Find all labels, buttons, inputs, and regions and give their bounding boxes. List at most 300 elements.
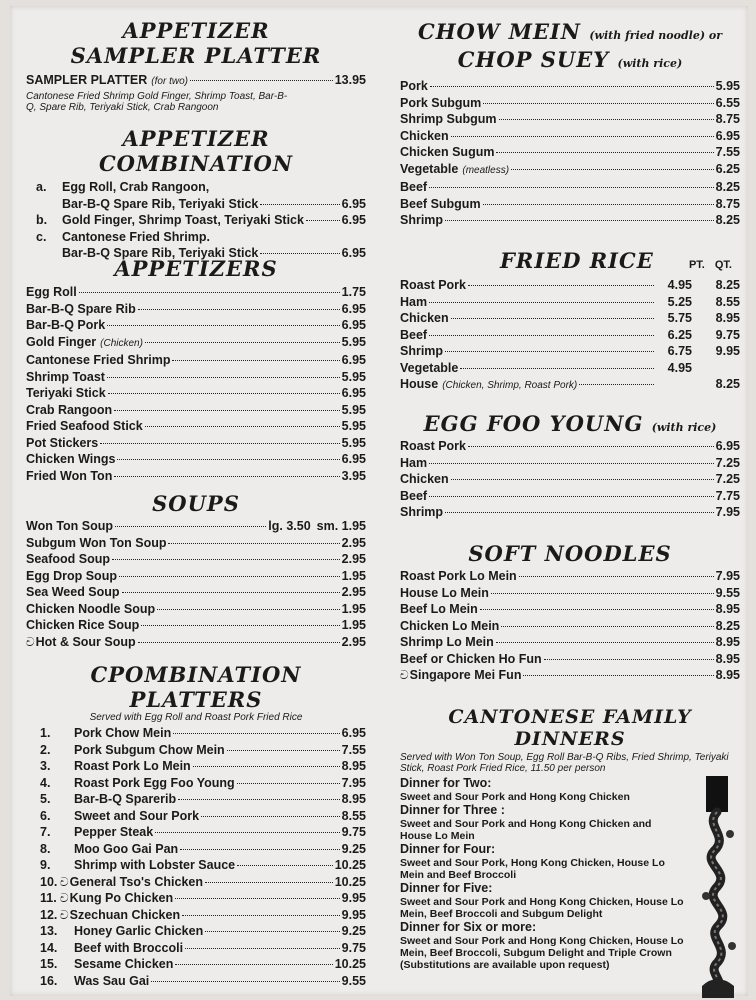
menu-item-row bbox=[26, 617, 366, 634]
item-name: Bar-B-Q Pork bbox=[26, 318, 106, 332]
item-price: sm. 1.95 bbox=[316, 519, 366, 533]
title-note: (with rice) bbox=[651, 421, 717, 434]
item-price: 8.25 bbox=[715, 618, 740, 633]
item-name: Honey Garlic Chicken bbox=[74, 924, 204, 938]
leader-dots bbox=[108, 393, 340, 394]
item-price: 7.25 bbox=[715, 455, 740, 470]
leader-dots bbox=[468, 446, 714, 447]
combo-line1 bbox=[26, 229, 366, 246]
item-name: Chicken Wings bbox=[26, 452, 116, 466]
leader-dots bbox=[114, 476, 339, 477]
item-price: 7.75 bbox=[715, 488, 740, 503]
item-price: 6.95 bbox=[341, 386, 366, 400]
chow-mein-title bbox=[400, 20, 740, 76]
item-name: Pork Chow Mein bbox=[74, 726, 172, 740]
price-pint: 6.25 bbox=[667, 327, 692, 342]
leader-dots bbox=[480, 609, 714, 610]
item-name: Beef bbox=[400, 488, 428, 503]
fried-rice-row bbox=[400, 310, 740, 327]
menu-item-row bbox=[400, 601, 740, 618]
item-number: 13. bbox=[40, 924, 58, 938]
item-name: Pork Subgum bbox=[400, 95, 482, 110]
item-number: 8. bbox=[40, 841, 51, 856]
item-price: 8.95 bbox=[341, 759, 366, 773]
item-price: 6.95 bbox=[341, 246, 366, 260]
item-name: Chicken bbox=[400, 128, 449, 143]
sampler-section bbox=[26, 18, 366, 115]
platters-subtitle: Served with Egg Roll and Roast Pork Fried Rice bbox=[89, 712, 303, 723]
dinner-heading: Dinner for Four: bbox=[400, 842, 496, 856]
item-name: Chicken Noodle Soup bbox=[26, 601, 156, 616]
leader-dots bbox=[168, 543, 339, 544]
egg-foo-young-title bbox=[400, 411, 740, 436]
platter-row bbox=[26, 791, 366, 808]
item-name: Roast Pork bbox=[400, 439, 466, 453]
leader-dots bbox=[193, 766, 340, 767]
item-price: 8.25 bbox=[715, 180, 740, 194]
item-name: Vegetable bbox=[400, 360, 459, 375]
item-name: Sesame Chicken bbox=[74, 957, 174, 971]
item-name: Hot & Sour Soup bbox=[35, 634, 136, 649]
platters-title: CPOMBINATION PLATTERS bbox=[90, 662, 302, 712]
price-quart: 8.55 bbox=[715, 294, 740, 309]
item-price: 2.95 bbox=[341, 634, 366, 649]
dinner-heading: Dinner for Three : bbox=[400, 803, 505, 817]
fried-rice-title: FRIED RICE bbox=[500, 248, 654, 273]
item-name: House bbox=[400, 377, 439, 391]
soft-noodles-title: SOFT NOODLES bbox=[468, 541, 672, 566]
item-price: 6.55 bbox=[715, 95, 740, 110]
item-name: Gold Finger, Shrimp Toast, Teriyaki Stick bbox=[62, 213, 304, 227]
leader-dots bbox=[157, 609, 339, 610]
item-price: 3.95 bbox=[341, 468, 366, 483]
platter-row bbox=[26, 857, 366, 874]
chili-icon: ච bbox=[60, 874, 69, 889]
price-quart: 9.75 bbox=[715, 327, 740, 342]
leader-dots bbox=[114, 410, 340, 411]
item-price: 9.25 bbox=[341, 841, 366, 856]
menu-item-row bbox=[400, 471, 740, 488]
menu-item-row bbox=[400, 488, 740, 505]
leader-dots bbox=[491, 593, 714, 594]
item-name: Egg Roll, Crab Rangoon, bbox=[62, 180, 210, 194]
leader-dots bbox=[79, 292, 340, 293]
leader-dots bbox=[155, 832, 339, 833]
item-price: 6.95 bbox=[341, 301, 366, 316]
item-price: 8.95 bbox=[715, 635, 740, 649]
leader-dots bbox=[445, 512, 714, 513]
chili-icon: ච bbox=[400, 668, 409, 682]
family-section bbox=[400, 706, 740, 971]
leader-dots bbox=[151, 981, 339, 982]
egg-foo-young-list bbox=[400, 438, 740, 521]
item-name: Beef Lo Mein bbox=[400, 602, 478, 616]
item-price: 7.55 bbox=[715, 145, 740, 159]
leader-dots bbox=[115, 526, 266, 527]
item-name: Pot Stickers bbox=[26, 435, 99, 450]
item-name: Beef bbox=[400, 180, 428, 194]
leader-dots bbox=[260, 253, 339, 254]
item-price: 9.25 bbox=[341, 924, 366, 938]
item-price: 6.95 bbox=[341, 452, 366, 466]
leader-dots bbox=[175, 964, 332, 965]
item-price: 6.95 bbox=[341, 213, 366, 227]
combo-line2 bbox=[26, 196, 366, 213]
item-name: SAMPLER PLATTER bbox=[26, 73, 148, 87]
platters-list bbox=[26, 725, 366, 989]
item-name: Roast Pork Lo Mein bbox=[74, 759, 191, 773]
item-name: Ham bbox=[400, 455, 428, 470]
leader-dots bbox=[185, 948, 340, 949]
item-price: 2.95 bbox=[341, 535, 366, 550]
item-name: House Lo Mein bbox=[400, 585, 489, 600]
leader-dots bbox=[205, 931, 339, 932]
platter-row bbox=[26, 923, 366, 940]
item-name: Shrimp Toast bbox=[26, 369, 105, 384]
price-quart: 8.25 bbox=[715, 377, 740, 391]
family-desc: Served with Won Ton Soup, Egg Roll Bar-B-Q Ribs, Fried Shrimp, Teriyaki Stick, Roast Pork Fried Rice, 11.50 per person bbox=[400, 752, 729, 774]
item-name: Shrimp bbox=[400, 213, 444, 227]
item-name: Beef or Chicken Ho Fun bbox=[400, 651, 542, 666]
menu-item-row bbox=[26, 518, 366, 535]
item-name: Bar-B-Q Spare Rib, Teriyaki Stick bbox=[62, 246, 259, 260]
menu-item-row bbox=[400, 585, 740, 602]
item-price: 6.95 bbox=[341, 726, 366, 740]
price-pint: 5.25 bbox=[667, 294, 692, 309]
item-name: Pepper Steak bbox=[74, 825, 154, 839]
chili-icon: ච bbox=[60, 907, 69, 922]
item-number: c. bbox=[36, 229, 47, 244]
item-name: Chicken bbox=[400, 311, 449, 325]
menu-item-row bbox=[400, 212, 740, 229]
price-quart: 8.25 bbox=[715, 278, 740, 292]
platter-row bbox=[26, 956, 366, 973]
leader-dots bbox=[260, 204, 339, 205]
leader-dots bbox=[117, 459, 339, 460]
platter-row bbox=[26, 973, 366, 990]
menu-item-row bbox=[26, 284, 366, 301]
item-number: 7. bbox=[40, 825, 51, 839]
item-name: Crab Rangoon bbox=[26, 402, 113, 417]
item-price: 9.95 bbox=[341, 907, 366, 922]
menu-item-row bbox=[26, 334, 366, 353]
platter-row bbox=[26, 808, 366, 825]
item-number: 4. bbox=[40, 775, 51, 790]
item-price: 5.95 bbox=[715, 79, 740, 93]
item-note: (Chicken, Shrimp, Roast Pork) bbox=[442, 380, 578, 391]
menu-item-row bbox=[400, 78, 740, 95]
leader-dots bbox=[429, 302, 654, 303]
item-name: Subgum Won Ton Soup bbox=[26, 535, 167, 550]
menu-item-row bbox=[26, 418, 366, 435]
item-name: Kung Po Chicken bbox=[69, 891, 174, 905]
platter-row bbox=[26, 758, 366, 775]
item-price: 1.75 bbox=[341, 285, 366, 299]
soft-noodles-list bbox=[400, 568, 740, 684]
item-name: Roast Pork bbox=[400, 278, 466, 292]
item-price: 7.25 bbox=[715, 472, 740, 486]
item-number: 6. bbox=[40, 808, 51, 823]
dinner-heading: Dinner for Two: bbox=[400, 776, 492, 790]
leader-dots bbox=[460, 368, 654, 369]
item-price: 6.25 bbox=[715, 161, 740, 176]
platter-row bbox=[26, 725, 366, 742]
leader-dots bbox=[112, 559, 340, 560]
leader-dots bbox=[579, 384, 654, 385]
fried-rice-section bbox=[400, 248, 740, 395]
item-name: Roast Pork Lo Mein bbox=[400, 569, 517, 583]
item-name: Bar-B-Q Spare Rib, Teriyaki Stick bbox=[62, 196, 259, 211]
egg-foo-young-section bbox=[400, 411, 740, 521]
item-price: 1.95 bbox=[341, 568, 366, 583]
item-price: 8.55 bbox=[341, 808, 366, 823]
item-price: 9.55 bbox=[715, 585, 740, 600]
menu-item-row bbox=[26, 451, 366, 468]
menu-item-row bbox=[400, 111, 740, 128]
menu-item-row bbox=[400, 161, 740, 180]
leader-dots bbox=[190, 80, 333, 81]
item-price: 6.95 bbox=[341, 318, 366, 332]
item-name: Won Ton Soup bbox=[26, 519, 114, 533]
item-number: 15. bbox=[40, 957, 58, 971]
item-price: 5.95 bbox=[341, 369, 366, 384]
platter-row bbox=[26, 824, 366, 841]
leader-dots bbox=[511, 169, 714, 170]
leader-dots bbox=[119, 576, 340, 577]
menu-item-row bbox=[26, 317, 366, 334]
item-price: 5.95 bbox=[341, 334, 366, 349]
dinner-heading: Dinner for Five: bbox=[400, 881, 493, 895]
item-price: 1.95 bbox=[341, 601, 366, 616]
menu-item-row bbox=[400, 95, 740, 112]
item-price: 5.95 bbox=[341, 435, 366, 450]
price-pint: 4.95 bbox=[667, 278, 692, 292]
leader-dots bbox=[100, 443, 339, 444]
dinner-description: Sweet and Sour Pork and Hong Kong Chicken bbox=[400, 791, 630, 803]
item-name: Beef with Broccoli bbox=[74, 940, 184, 955]
leader-dots bbox=[201, 816, 340, 817]
menu-item-row bbox=[26, 634, 366, 651]
price-quart: 9.95 bbox=[715, 344, 740, 358]
menu-item-row bbox=[26, 385, 366, 402]
dinner-description: Sweet and Sour Pork and Hong Kong Chicken and House Lo Mein bbox=[400, 818, 652, 842]
item-note: (meatless) bbox=[462, 164, 510, 176]
item-price: 6.95 bbox=[341, 353, 366, 367]
item-price: 8.95 bbox=[341, 792, 366, 806]
leader-dots bbox=[430, 86, 714, 87]
menu-item-row bbox=[400, 634, 740, 651]
sampler-desc: Cantonese Fried Shrimp Gold Finger, Shrimp Toast, Bar-B-Q, Spare Rib, Teriyaki Stick, Crab Rangoon bbox=[26, 90, 288, 113]
leader-dots bbox=[141, 625, 339, 626]
title-text: EGG FOO YOUNG bbox=[423, 411, 644, 436]
menu-item-row bbox=[26, 369, 366, 386]
chili-icon: ච bbox=[60, 891, 69, 905]
item-price: 1.95 bbox=[341, 618, 366, 632]
item-name: Shrimp Lo Mein bbox=[400, 635, 494, 649]
item-name: Vegetable bbox=[400, 161, 459, 176]
price-pint: 6.75 bbox=[667, 344, 692, 358]
item-number: 16. bbox=[40, 973, 58, 988]
menu-item-row bbox=[400, 179, 740, 196]
fried-rice-row bbox=[400, 327, 740, 344]
dragon-icon bbox=[700, 776, 742, 998]
leader-dots bbox=[429, 335, 654, 336]
menu-item-row bbox=[400, 568, 740, 585]
menu-item-row bbox=[400, 618, 740, 635]
item-name: Egg Drop Soup bbox=[26, 568, 117, 583]
item-price: 8.95 bbox=[715, 602, 740, 616]
leader-dots bbox=[496, 642, 714, 643]
leader-dots bbox=[519, 576, 714, 577]
platters-section bbox=[26, 662, 366, 989]
fried-rice-row bbox=[400, 360, 740, 377]
item-number: 14. bbox=[40, 940, 58, 955]
leader-dots bbox=[429, 496, 714, 497]
item-price: 9.75 bbox=[341, 825, 366, 839]
leader-dots bbox=[445, 220, 714, 221]
item-name: Sea Weed Soup bbox=[26, 585, 120, 599]
leader-dots bbox=[138, 309, 340, 310]
item-price: 7.95 bbox=[715, 569, 740, 583]
item-number: 2. bbox=[40, 742, 51, 757]
item-price: 2.95 bbox=[341, 585, 366, 599]
item-price: 10.25 bbox=[334, 858, 366, 872]
item-name: Ham bbox=[400, 294, 428, 309]
title-line1-note: (with fried noodle) or bbox=[589, 29, 723, 42]
menu-item-row bbox=[26, 352, 366, 369]
dinner-description: Sweet and Sour Pork and Hong Kong Chicken, House Lo Mein, Beef Broccoli, Subgum Delight and Triple Crown bbox=[400, 935, 684, 959]
item-name: Chicken Sugum bbox=[400, 145, 495, 159]
leader-dots bbox=[145, 342, 340, 343]
item-number: 1. bbox=[40, 726, 51, 740]
appetizers-section bbox=[26, 256, 366, 484]
item-note: (Chicken) bbox=[100, 337, 143, 349]
combo-line bbox=[26, 212, 366, 229]
item-name: Singapore Mei Fun bbox=[409, 668, 522, 682]
leader-dots bbox=[451, 479, 714, 480]
menu-item-row bbox=[400, 438, 740, 455]
leader-dots bbox=[451, 136, 714, 137]
item-price: 6.95 bbox=[715, 128, 740, 143]
menu-item-row bbox=[26, 468, 366, 485]
dinner-heading: Dinner for Six or more: bbox=[400, 920, 537, 934]
item-name: Shrimp with Lobster Sauce bbox=[74, 858, 236, 872]
menu-item-row bbox=[400, 196, 740, 213]
leader-dots bbox=[483, 103, 713, 104]
item-name: Beef bbox=[400, 327, 428, 342]
leader-dots bbox=[523, 675, 713, 676]
item-name: Fried Won Ton bbox=[26, 468, 113, 483]
soups-list bbox=[26, 518, 366, 650]
fried-rice-row bbox=[400, 277, 740, 294]
item-name: Beef Subgum bbox=[400, 196, 481, 211]
menu-item-row bbox=[400, 651, 740, 668]
combination-title: APPETIZER COMBINATION bbox=[98, 126, 294, 176]
platter-row bbox=[26, 890, 366, 907]
item-price: 5.95 bbox=[341, 402, 366, 417]
item-name: Cantonese Fried Shrimp. bbox=[62, 229, 210, 244]
item-name: Pork bbox=[400, 79, 428, 93]
fried-rice-row bbox=[400, 343, 740, 360]
item-price: 6.95 bbox=[341, 196, 366, 211]
soups-title: SOUPS bbox=[152, 491, 240, 516]
item-number: 3. bbox=[40, 759, 51, 773]
item-name: Moo Goo Gai Pan bbox=[74, 841, 179, 856]
leader-dots bbox=[496, 152, 713, 153]
item-name: Chicken bbox=[400, 472, 449, 486]
price-quart: 8.95 bbox=[715, 311, 740, 325]
leader-dots bbox=[483, 204, 714, 205]
item-name: Was Sau Gai bbox=[74, 973, 150, 988]
item-price: 2.95 bbox=[341, 552, 366, 566]
combo-line1 bbox=[26, 179, 366, 196]
chow-mein-list bbox=[400, 78, 740, 229]
item-number: 9. bbox=[40, 858, 51, 872]
item-price-large: lg. 3.50 bbox=[268, 519, 311, 533]
item-price: 8.95 bbox=[715, 651, 740, 666]
col-pt: PT. bbox=[688, 259, 705, 271]
family-footnote: (Substitutions are available upon request) bbox=[400, 959, 610, 971]
item-price: 8.75 bbox=[715, 196, 740, 211]
item-name: Shrimp bbox=[400, 505, 444, 519]
menu-item-row bbox=[400, 455, 740, 472]
menu-item-row bbox=[400, 504, 740, 521]
menu-item-row bbox=[26, 435, 366, 452]
item-name: General Tso's Chicken bbox=[69, 874, 203, 889]
col-qt: QT. bbox=[714, 259, 732, 271]
leader-dots bbox=[172, 360, 339, 361]
item-name: Cantonese Fried Shrimp bbox=[26, 353, 171, 367]
menu-item-row bbox=[26, 584, 366, 601]
item-price: 8.25 bbox=[715, 213, 740, 227]
fried-rice-list bbox=[400, 277, 740, 395]
item-price: 7.95 bbox=[341, 775, 366, 790]
item-name: Chicken Rice Soup bbox=[26, 618, 140, 632]
item-price: 9.95 bbox=[341, 891, 366, 905]
menu-item-row bbox=[26, 402, 366, 419]
appetizers-title: APPETIZERS bbox=[114, 256, 278, 281]
price-pint: 4.95 bbox=[667, 360, 692, 375]
soft-noodles-section bbox=[400, 541, 740, 684]
fried-rice-row bbox=[400, 294, 740, 311]
platter-row bbox=[26, 841, 366, 858]
item-name: Szechuan Chicken bbox=[69, 907, 181, 922]
item-name: Shrimp bbox=[400, 344, 444, 358]
leader-dots bbox=[501, 626, 713, 627]
menu-item-row bbox=[26, 568, 366, 585]
chili-icon: ච bbox=[26, 634, 35, 649]
leader-dots bbox=[205, 882, 333, 883]
item-name: Chicken Lo Mein bbox=[400, 618, 500, 633]
item-number: a. bbox=[36, 180, 47, 194]
leader-dots bbox=[544, 659, 714, 660]
title-line2-note: (with rice) bbox=[617, 57, 683, 70]
combination-list bbox=[26, 179, 366, 262]
price-pint: 5.75 bbox=[667, 311, 692, 325]
item-price: 10.25 bbox=[334, 957, 366, 971]
family-list bbox=[400, 776, 685, 959]
leader-dots bbox=[468, 285, 654, 286]
item-name: Seafood Soup bbox=[26, 552, 111, 566]
platter-row bbox=[26, 940, 366, 957]
item-price: 13.95 bbox=[334, 73, 366, 87]
leader-dots bbox=[237, 783, 340, 784]
item-name: Bar-B-Q Spare Rib bbox=[26, 301, 136, 316]
item-name: Shrimp Subgum bbox=[400, 112, 497, 126]
item-price: 9.75 bbox=[341, 940, 366, 955]
leader-dots bbox=[429, 463, 714, 464]
item-number: 11. bbox=[40, 891, 57, 905]
